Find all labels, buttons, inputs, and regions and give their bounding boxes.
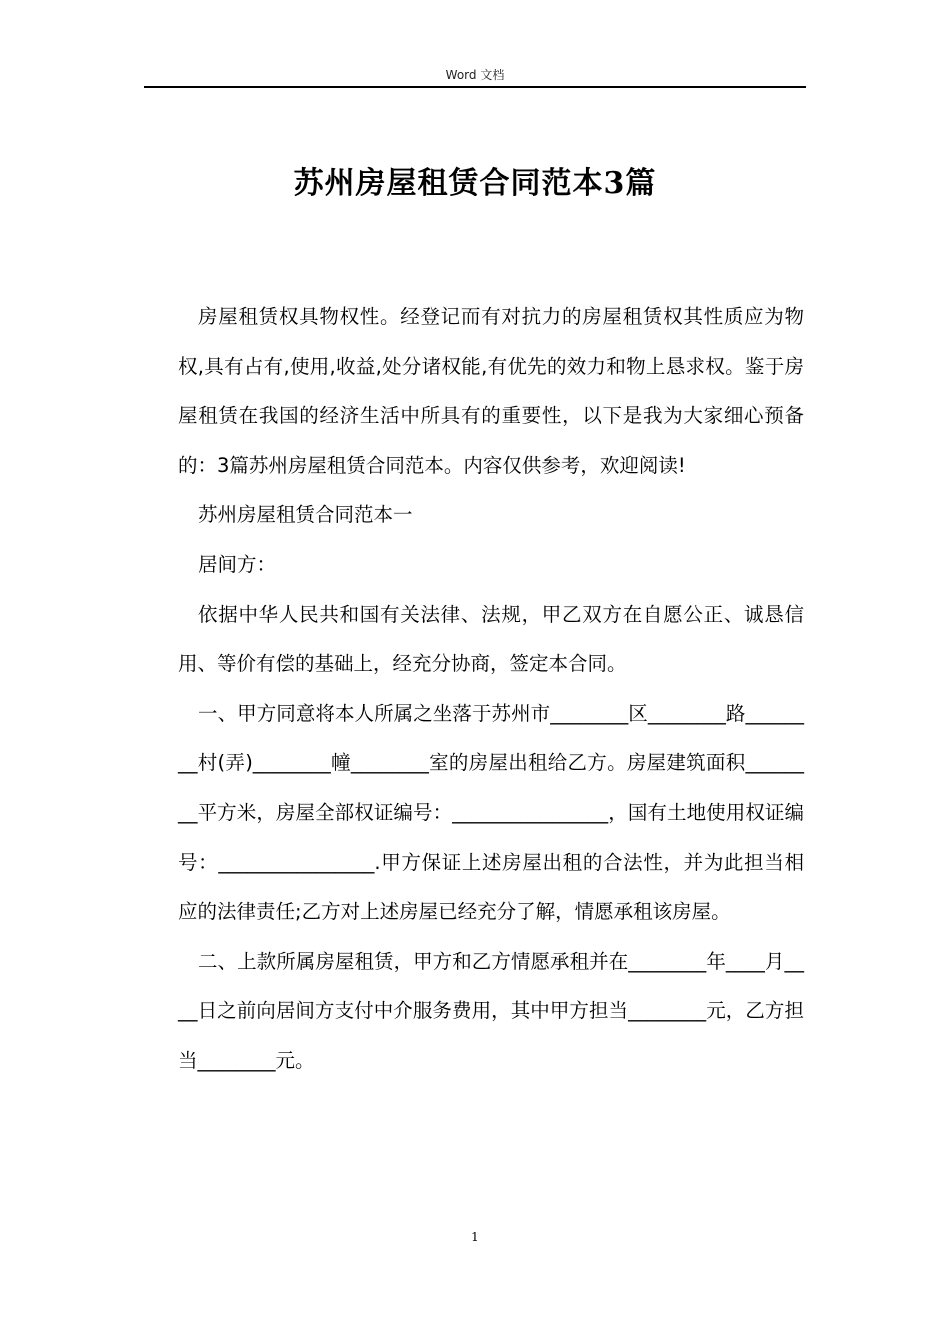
document-title: 苏州房屋租赁合同范本3篇 (293, 166, 657, 201)
clause-2: 二、上款所属房屋租赁，甲方和乙方情愿承租并在________年____月____日之前向居间方支付中介服务费用，其中甲方担当________元，乙方担当________元。 (178, 949, 804, 1072)
intro-paragraph: 房屋租赁权具物权性。经登记而有对抗力的房屋租赁权其性质应为物权,具有占有,使用,收益,处分诸权能,有优先的效力和物上恳求权。鉴于房屋租赁在我国的经济生活中所具有的重要性，以下是我为大家细心预备的：3篇苏州房屋租赁合同范本。内容仅供参考，欢迎阅读! (178, 305, 804, 477)
page-header: Word 文档 (445, 68, 505, 82)
preamble-paragraph: 依据中华人民共和国有关法律、法规，甲乙双方在自愿公正、诚恳信用、等价有偿的基础上，经充分协商，签定本合同。 (178, 602, 804, 676)
clause-1: 一、甲方同意将本人所属之坐落于苏州市________区________路________村(弄)________幢________室的房屋出租给乙方。房屋建筑面积________平方米，房屋全部权证编号：________________，国有土地使用权证编号：________________.甲方保证上述房屋出租的合法性，并为此担当相应的法律责任;乙方对上述房屋已经充分了解，情愿承租该房屋。 (178, 701, 804, 924)
section-heading: 苏州房屋租赁合同范本一 (198, 503, 413, 527)
party-label: 居间方： (198, 552, 277, 576)
page-number: 1 (471, 1230, 479, 1244)
document-body (178, 292, 804, 1086)
header-divider (144, 86, 806, 88)
